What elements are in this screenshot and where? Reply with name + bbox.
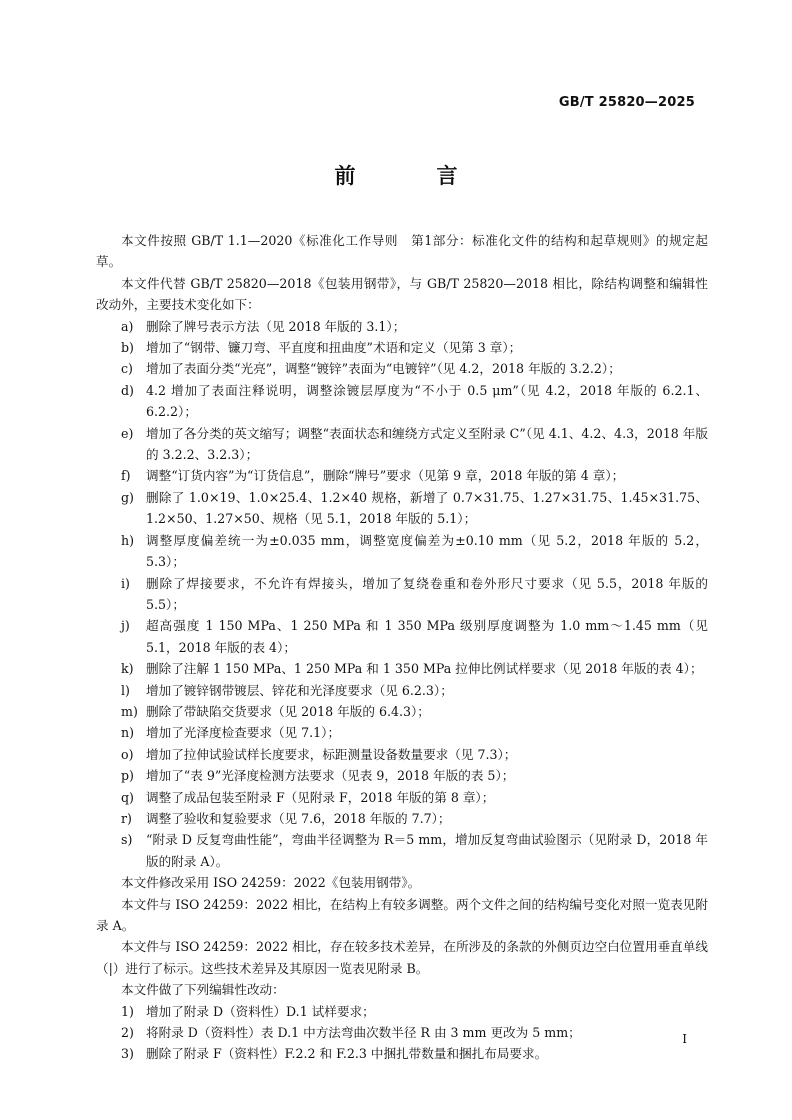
list-item-text: 超高强度 1 150 MPa、1 250 MPa 和 1 350 MPa 级别厚度调整为 1.0 mm～1.45 mm（见 5.1，2018 年版的表 4）； <box>146 618 708 655</box>
list-item-label: d) <box>121 382 134 398</box>
list-item-label: g) <box>121 489 134 505</box>
list-item <box>96 487 708 530</box>
paragraph: 本文件按照 GB/T 1.1—2020《标准化工作导则 第1部分：标准化文件的结构和起草规则》的规定起草。 <box>96 233 708 270</box>
list-item <box>96 680 708 701</box>
list-item-label: q) <box>121 789 134 805</box>
standard-number: GB/T 25820—2025 <box>558 95 695 110</box>
paragraph: 本文件做了下列编辑性改动： <box>121 982 285 998</box>
list-item-label: o) <box>121 746 134 762</box>
list-item-text: “附录 D 反复弯曲性能”，弯曲半径调整为 R＝5 mm，增加反复弯曲试验图示（见附录 D，2018 年版的附录 A）。 <box>146 832 708 869</box>
list-item-text: 删除了带缺陷交货要求（见 2018 年版的 6.4.3）； <box>146 703 430 719</box>
list-item-label: e) <box>121 425 134 441</box>
list-item-text: 增加了附录 D（资料性）D.1 试样要求； <box>146 1003 375 1019</box>
list-item-text: 增加了拉伸试验试样长度要求，标距测量设备数量要求（见 7.3）； <box>146 746 517 762</box>
page-title: 前 言 <box>334 164 488 188</box>
document-body <box>96 230 708 1065</box>
list-item <box>96 380 708 423</box>
list-item-label: n) <box>121 725 135 741</box>
list-item-text: 增加了镀锌钢带镀层、锌花和光泽度要求（见 6.2.3）； <box>146 682 453 698</box>
edit-list <box>96 1001 708 1065</box>
list-item-text: 增加了表面分类“光亮”，调整“镀锌”表面为“电镀锌”（见 4.2，2018 年版的 3.2.2）； <box>146 361 621 377</box>
list-item-label: p) <box>121 768 134 784</box>
list-item <box>96 1043 708 1064</box>
list-item-label: r) <box>121 810 132 826</box>
list-item-label: i) <box>121 575 130 591</box>
list-item-label: j) <box>121 618 130 634</box>
list-item <box>96 808 708 829</box>
list-item <box>96 573 708 616</box>
list-item <box>96 423 708 466</box>
list-item-label: s) <box>121 832 133 848</box>
list-item <box>96 465 708 486</box>
page-number: I <box>682 1032 687 1046</box>
paragraph: 本文件代替 GB/T 25820—2018《包装用钢带》，与 GB/T 25820—2018 相比，除结构调整和编辑性改动外，主要技术变化如下： <box>96 275 708 313</box>
list-item-label: 3) <box>121 1046 134 1062</box>
list-item-text: 调整了验收和复验要求（见 7.6，2018 年版的 7.7）； <box>146 810 451 826</box>
list-item <box>96 829 708 872</box>
list-item-label: l) <box>121 682 130 698</box>
list-item <box>96 358 708 379</box>
list-item-label: f) <box>121 468 131 484</box>
list-item-label: b) <box>121 340 134 356</box>
list-item-label: m) <box>121 703 138 719</box>
list-item-label: a) <box>121 318 134 334</box>
list-item <box>96 765 708 786</box>
list-item-text: 删除了注解 1 150 MPa、1 250 MPa 和 1 350 MPa 拉伸比例试样要求（见 2018 年版的表 4）； <box>146 661 703 677</box>
list-item-label: 1) <box>121 1003 134 1019</box>
list-item <box>96 615 708 658</box>
list-item <box>96 530 708 573</box>
list-item <box>96 744 708 765</box>
list-item-label: 2) <box>121 1025 134 1041</box>
list-item-label: k) <box>121 661 134 677</box>
list-item-text: 删除了 1.0×19、1.0×25.4、1.2×40 规格，新增了 0.7×31.75、1.27×31.75、1.45×31.75、1.2×50、1.27×50、规格（见 5.1，2018 年版的 5.1）； <box>146 489 708 527</box>
list-item-text: 增加了“钢带、镰刀弯、平直度和扭曲度”术语和定义（见第 3 章）； <box>146 340 522 356</box>
list-item <box>96 316 708 337</box>
list-item-text: 将附录 D（资料性）表 D.1 中方法弯曲次数半径 R 由 3 mm 更改为 5 mm； <box>146 1025 581 1041</box>
change-list <box>96 316 708 873</box>
list-item-text: 删除了焊接要求，不允许有焊接头，增加了复绕卷重和卷外形尺寸要求（见 5.5，2018 年版的 5.5）； <box>146 575 708 612</box>
list-item <box>96 722 708 743</box>
list-item-text: 调整“订货内容”为“订货信息”，删除“牌号”要求（见第 9 章，2018 年版的第 4 章）； <box>146 468 625 484</box>
list-item-text: 删除了附录 F（资料性）F.2.2 和 F.2.3 中捆扎带数量和捆扎布局要求。 <box>146 1046 548 1062</box>
list-item-label: c) <box>121 361 133 377</box>
list-item-text: 调整了成品包装至附录 F（见附录 F，2018 年版的第 8 章）； <box>146 789 495 805</box>
list-item <box>96 1022 708 1043</box>
list-item-text: 删除了牌号表示方法（见 2018 年版的 3.1）； <box>146 318 406 334</box>
paragraph: 本文件与 ISO 24259：2022 相比，存在较多技术差异，在所涉及的条款的外侧页边空白位置用垂直单线（|）进行了标示。这些技术差异及其原因一览表见附录 B。 <box>96 939 708 976</box>
list-item-label: h) <box>121 532 135 548</box>
list-item <box>96 1001 708 1022</box>
list-item-text: 增加了各分类的英文缩写；调整“表面状态和缠绕方式定义至附录 C”（见 4.1、4.2、4.3，2018 年版的 3.2.2、3.2.3）； <box>146 425 708 463</box>
list-item <box>96 701 708 722</box>
list-item-text: 调整厚度偏差统一为±0.035 mm，调整宽度偏差为±0.10 mm（见 5.2，2018 年版的 5.2，5.3）； <box>146 532 708 570</box>
list-item-text: 增加了“表 9”光泽度检测方法要求（见表 9，2018 年版的表 5）； <box>146 768 515 784</box>
paragraph: 本文件与 ISO 24259：2022 相比，在结构上有较多调整。两个文件之间的结构编号变化对照一览表见附录 A。 <box>96 896 708 933</box>
list-item-text: 增加了光泽度检查要求（见 7.1）； <box>146 725 341 741</box>
paragraph: 本文件修改采用 ISO 24259：2022《包装用钢带》。 <box>121 875 421 891</box>
list-item <box>96 787 708 808</box>
list-item <box>96 337 708 358</box>
list-item <box>96 658 708 679</box>
list-item-text: 4.2 增加了表面注释说明，调整涂镀层厚度为“不小于 0.5 μm”（见 4.2，2018 年版的 6.2.1、6.2.2）； <box>146 382 708 420</box>
